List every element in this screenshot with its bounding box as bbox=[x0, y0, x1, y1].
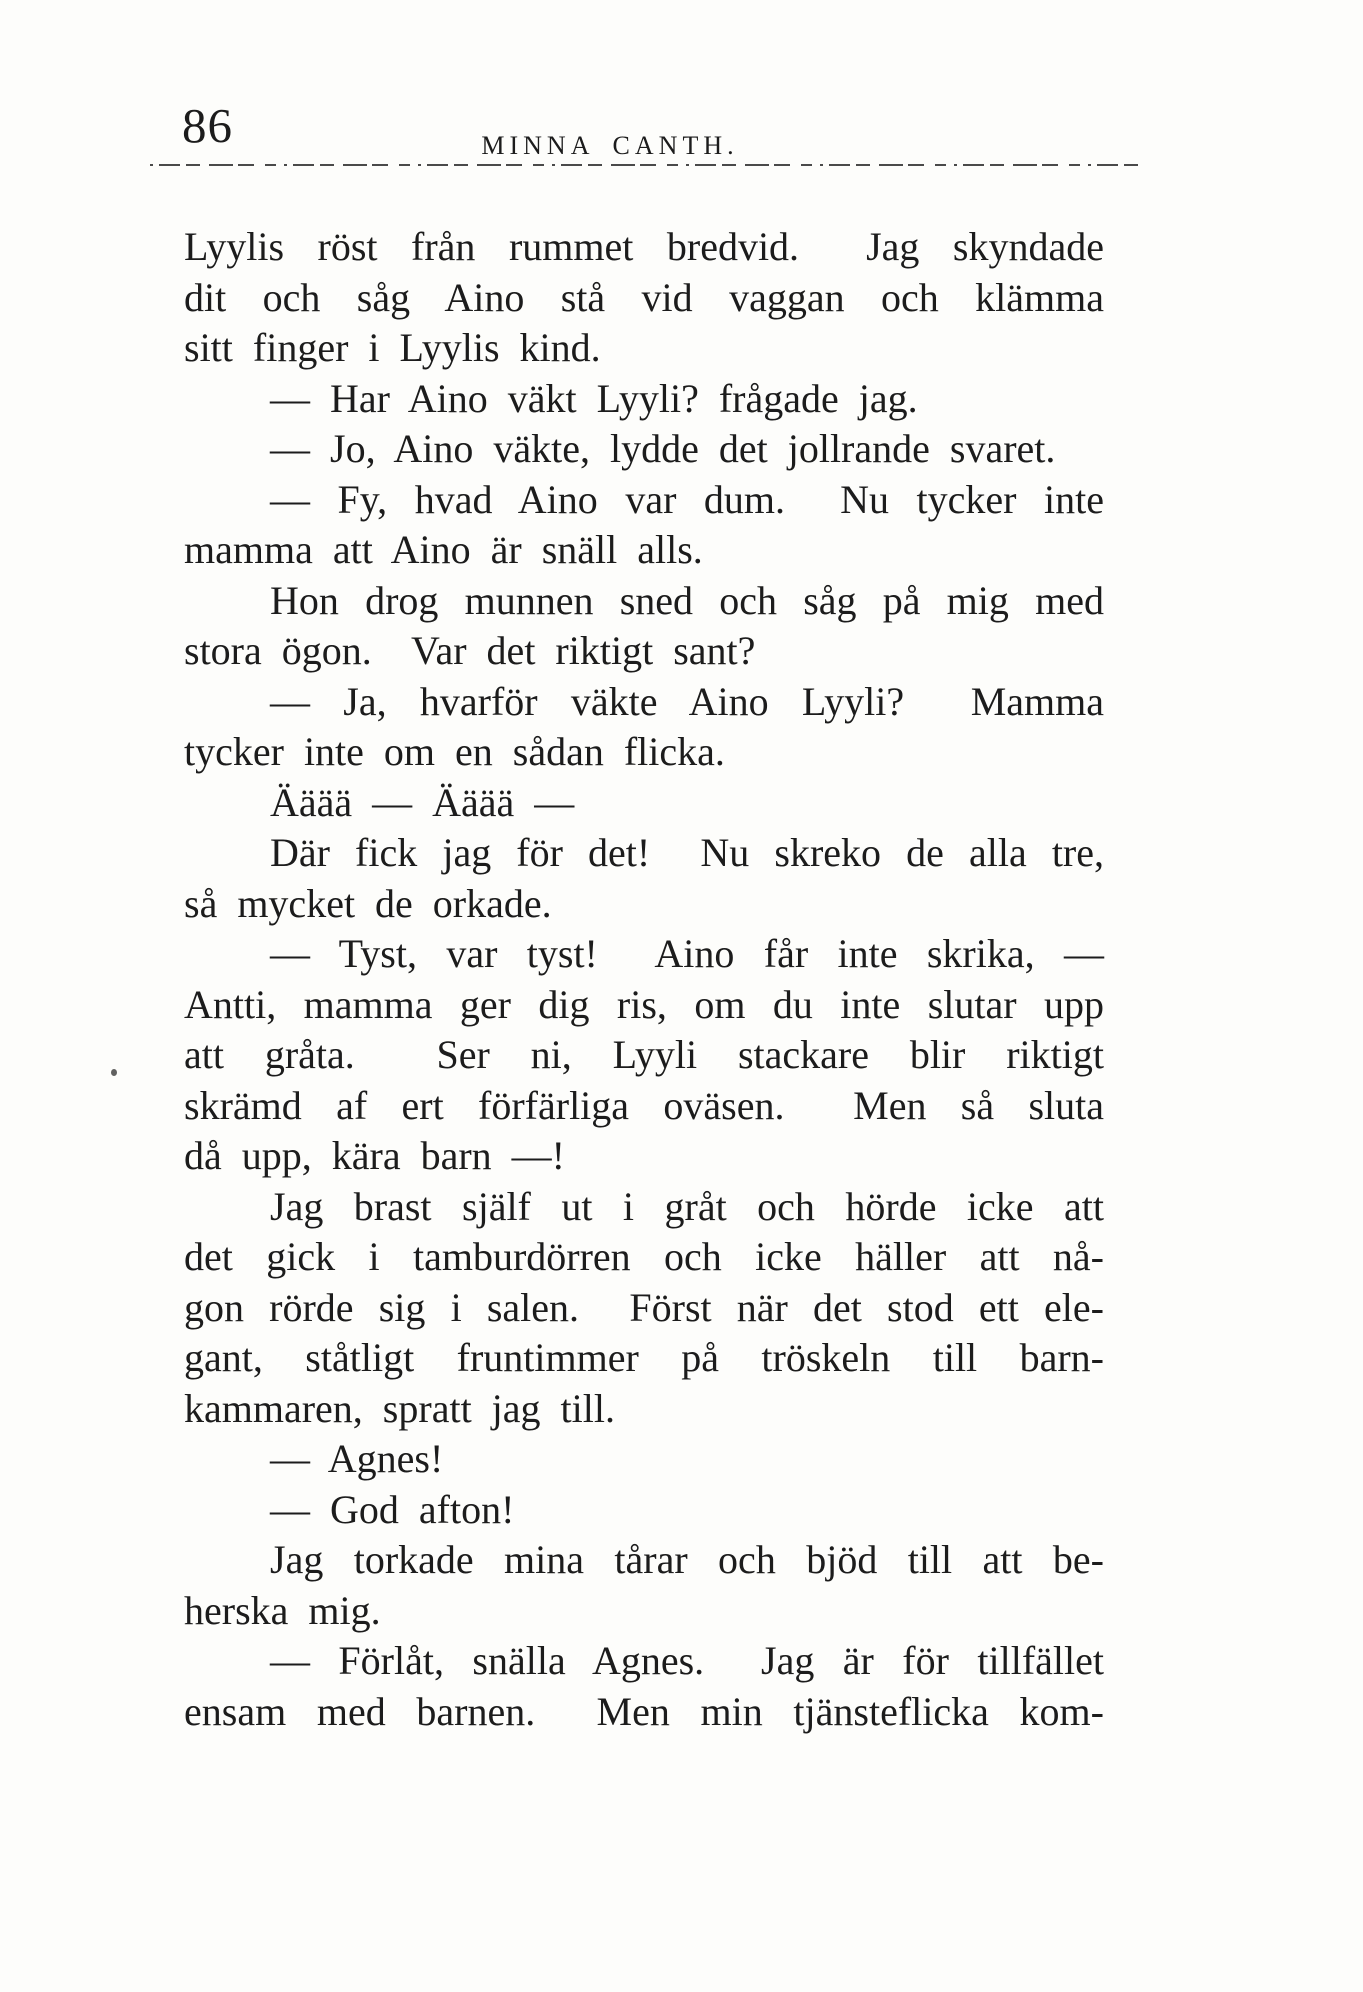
text-line: — God afton! bbox=[270, 1486, 515, 1532]
text-line: sitt finger i Lyylis kind. bbox=[184, 325, 601, 370]
text-line: ensam med barnen. Men min tjänsteflicka kom- bbox=[184, 1688, 1104, 1734]
text-line: så mycket de orkade. bbox=[184, 880, 552, 926]
text-line: — Jo, Aino väkte, lydde det jollrande svaret. bbox=[270, 426, 1056, 471]
text-line: — Har Aino väkt Lyyli? frågade jag. bbox=[270, 375, 918, 421]
text-line: tycker inte om en sådan flicka. bbox=[184, 729, 725, 774]
header-rule bbox=[150, 164, 1140, 166]
text-line: kammaren, spratt jag till. bbox=[184, 1385, 615, 1431]
text-line: mamma att Aino är snäll alls. bbox=[184, 527, 703, 572]
text-line: att gråta. Ser ni, Lyyli stackare blir riktigt bbox=[184, 1032, 1104, 1077]
text-block bbox=[184, 222, 1104, 1737]
text-line: stora ögon. Var det riktigt sant? bbox=[184, 628, 756, 673]
running-head: MINNA CANTH. bbox=[481, 131, 739, 160]
text-line: dit och såg Aino stå vid vaggan och klämma bbox=[184, 274, 1104, 320]
text-line: Antti, mamma ger dig ris, om du inte slutar upp bbox=[184, 981, 1104, 1027]
text-line: skrämd af ert förfärliga oväsen. Men så sluta bbox=[184, 1082, 1104, 1128]
scan-speck bbox=[111, 1069, 117, 1076]
text-line: då upp, kära barn —! bbox=[184, 1133, 565, 1178]
text-line: Jag torkade mina tårar och bjöd till att be- bbox=[270, 1537, 1104, 1582]
page-number: 86 bbox=[182, 98, 233, 153]
text-line: det gick i tamburdörren och icke häller att nå- bbox=[184, 1234, 1104, 1279]
text-line: — Tyst, var tyst! Aino får inte skrika, — bbox=[270, 931, 1104, 976]
text-line: — Ja, hvarför väkte Aino Lyyli? Mamma bbox=[270, 678, 1104, 724]
text-line: gant, ståtligt fruntimmer på tröskeln till barn- bbox=[184, 1335, 1104, 1380]
text-line: — Agnes! bbox=[270, 1436, 444, 1481]
text-line: Lyylis röst från rummet bredvid. Jag skyndade bbox=[184, 224, 1104, 269]
text-line: Hon drog munnen sned och såg på mig med bbox=[270, 577, 1104, 623]
text-line: Ääää — Ääää — bbox=[270, 779, 575, 825]
text-line: — Fy, hvad Aino var dum. Nu tycker inte bbox=[270, 476, 1104, 522]
text-line: Där fick jag för det! Nu skreko de alla tre, bbox=[270, 830, 1104, 875]
text-line: — Förlåt, snälla Agnes. Jag är för tillfället bbox=[270, 1638, 1104, 1683]
text-line: Jag brast själf ut i gråt och hörde icke att bbox=[270, 1183, 1104, 1229]
text-line: gon rörde sig i salen. Först när det stod ett ele- bbox=[184, 1284, 1104, 1330]
text-line: herska mig. bbox=[184, 1587, 381, 1633]
